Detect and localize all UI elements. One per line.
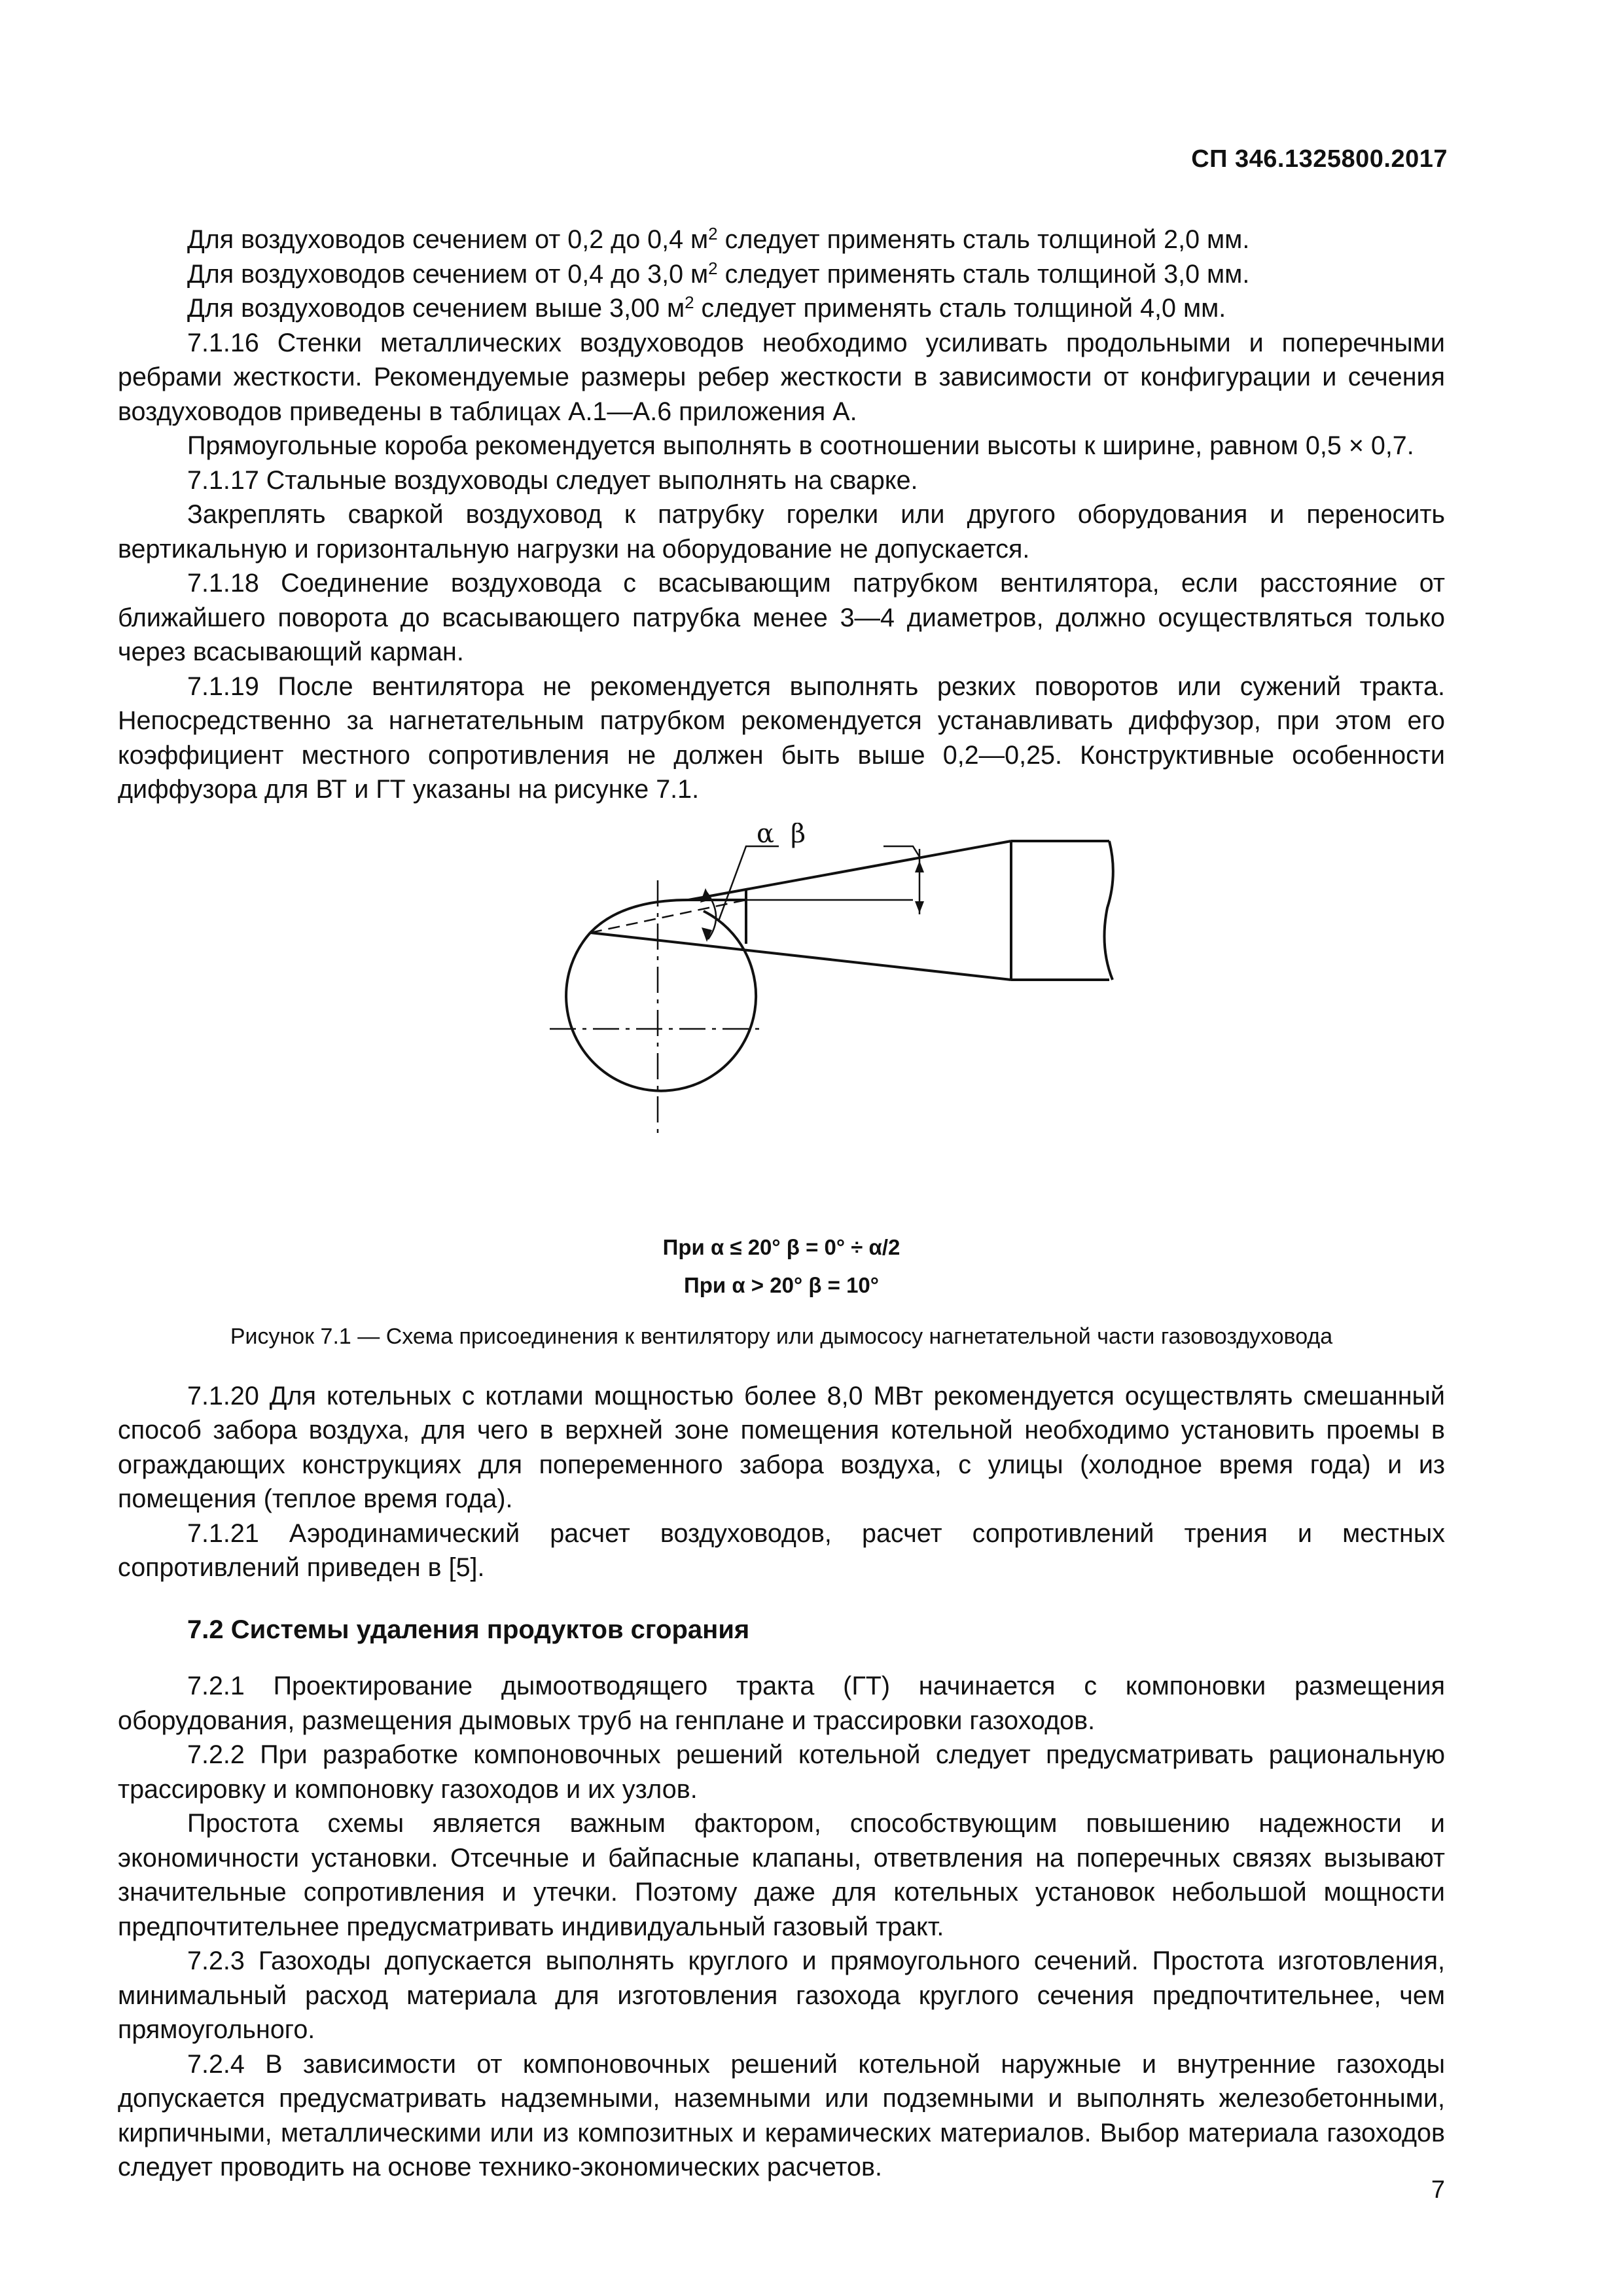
label-alpha: α [757,822,775,849]
paragraph-7-1-19: 7.1.19 После вентилятора не рекомендуется выполнять резких поворотов или сужений тракта. Непосредственно за нагнетательным патрубком рекомендуется устанавливать диффузор, при этом его коэффициент местного сопротивления не должен быть выше 0,2—0,25. Конструктивные особенности диффузора для ВТ и ГТ указаны на рисунке 7.1. [118,672,1445,804]
paragraph-7-2-2: 7.2.2 При разработке компоновочных решений котельной следует предусматривать рациональную трассировку и компоновку газоходов и их узлов. [118,1740,1445,1804]
paragraph-steel-thickness-2: Для воздуховодов сечением от 0,4 до 3,0 $м^2$ следует применять сталь толщиной 3,0 мм. [187,258,1250,289]
fan-outlet-curve [590,900,688,933]
paragraph-7-1-18: 7.1.18 Соединение воздуховода с всасывающим патрубком вентилятора, если расстояние от ближайшего поворота до всасывающего патрубка менее 3—4 диаметров, должно осуществляться только через всасывающий карман. [118,569,1445,666]
formula-line-2: При α > 20° β = 10° [684,1272,879,1297]
arrow-beta-bottom [915,901,924,913]
duct-break-line [1105,841,1113,980]
formula-block [118,1229,1445,1304]
paragraph-7-2-3: 7.2.3 Газоходы допускается выполнять круглого и прямоугольного сечений. Простота изготовления, минимальный расход материала для изготовления газохода круглого сечения предпочтительнее, чем прямоугольного. [118,1946,1445,2044]
diffuser-bottom-edge [590,933,1011,980]
paragraph-7-2-1: 7.2.1 Проектирование дымоотводящего тракта (ГТ) начинается с компоновки размещения оборудования, размещения дымовых труб на генплане и трассировки газоходов. [118,1672,1445,1735]
paragraph-box-ratio: Прямоугольные короба рекомендуется выполнять в соотношении высоты к ширине, равном 0,5 × 0,7. [187,431,1414,460]
paragraph-simplicity: Простота схемы является важным фактором, способствующим повышению надежности и экономичности установки. Отсечные и байпасные клапаны, ответвления на поперечных связях вызывают значительные сопротивления и утечки. Поэтому даже для котельных установок небольшой мощности предпочтительнее предусматривать индивидуальный газовый тракт. [118,1809,1445,1941]
document-code-header: СП 346.1325800.2017 [1191,145,1448,173]
page-number: 7 [1431,2176,1445,2204]
section-title-7-2: 7.2 Системы удаления продуктов сгорания [187,1615,750,1644]
paragraph-7-1-16: 7.1.16 Стенки металлических воздуховодов необходимо усиливать продольными и поперечными ребрами жесткости. Рекомендуемые размеры ребер жесткости в зависимости от конфигурации и сечения воздуховодов приведены в таблицах А.1—А.6 приложения А. [118,328,1445,426]
fan-circle [566,911,756,1091]
paragraph-welding: Закреплять сваркой воздуховод к патрубку горелки или другого оборудования и переносить вертикальную и горизонтальную нагрузки на оборудование не допускается. [118,500,1445,564]
paragraph-7-1-20: 7.1.20 Для котельных с котлами мощностью более 8,0 МВт рекомендуется осуществлять смешанный способ забора воздуха, для чего в верхней зоне помещения котельной необходимо установить проемы в ограждающих конструкциях для попеременного забора воздуха, с улицы (холодное время года) и из помещения (теплое время года). [118,1381,1445,1513]
figure-diffuser-scheme [118,823,1445,1229]
diffuser-diagram [550,823,1126,1229]
paragraph-7-2-4: 7.2.4 В зависимости от компоновочных решений котельной наружные и внутренние газоходы допускается предусматривать надземными, наземными или подземными и выполнять железобетонными, кирпичными, металлическими или из композитных и керамических материалов. Выбор материала газоходов следует проводить на основе технико-экономических расчетов. [118,2049,1445,2181]
paragraph-steel-thickness-3: Для воздуховодов сечением выше 3,00 $м^2$ следует применять сталь толщиной 4,0 мм. [187,293,1226,323]
document-body [118,223,1445,2185]
beta-leader [883,846,919,857]
alpha-leader [719,846,779,921]
figure-caption: Рисунок 7.1 — Схема присоединения к вентилятору или дымососу нагнетательной части газовоздуховода [230,1323,1333,1349]
formula-line-1: При α ≤ 20° β = 0° ÷ α/2 [662,1234,901,1259]
paragraph-7-1-21: 7.1.21 Аэродинамический расчет воздуховодов, расчет сопротивлений трения и местных сопротивлений приведен в [5]. [118,1518,1445,1582]
paragraph-7-1-17: 7.1.17 Стальные воздуховоды следует выполнять на сварке. [187,465,918,495]
arrow-beta-top [915,861,924,872]
label-beta: β [791,822,806,849]
paragraph-steel-thickness-1: Для воздуховодов сечением от 0,2 до 0,4 $м^2$ следует применять сталь толщиной 2,0 мм. [187,224,1250,254]
